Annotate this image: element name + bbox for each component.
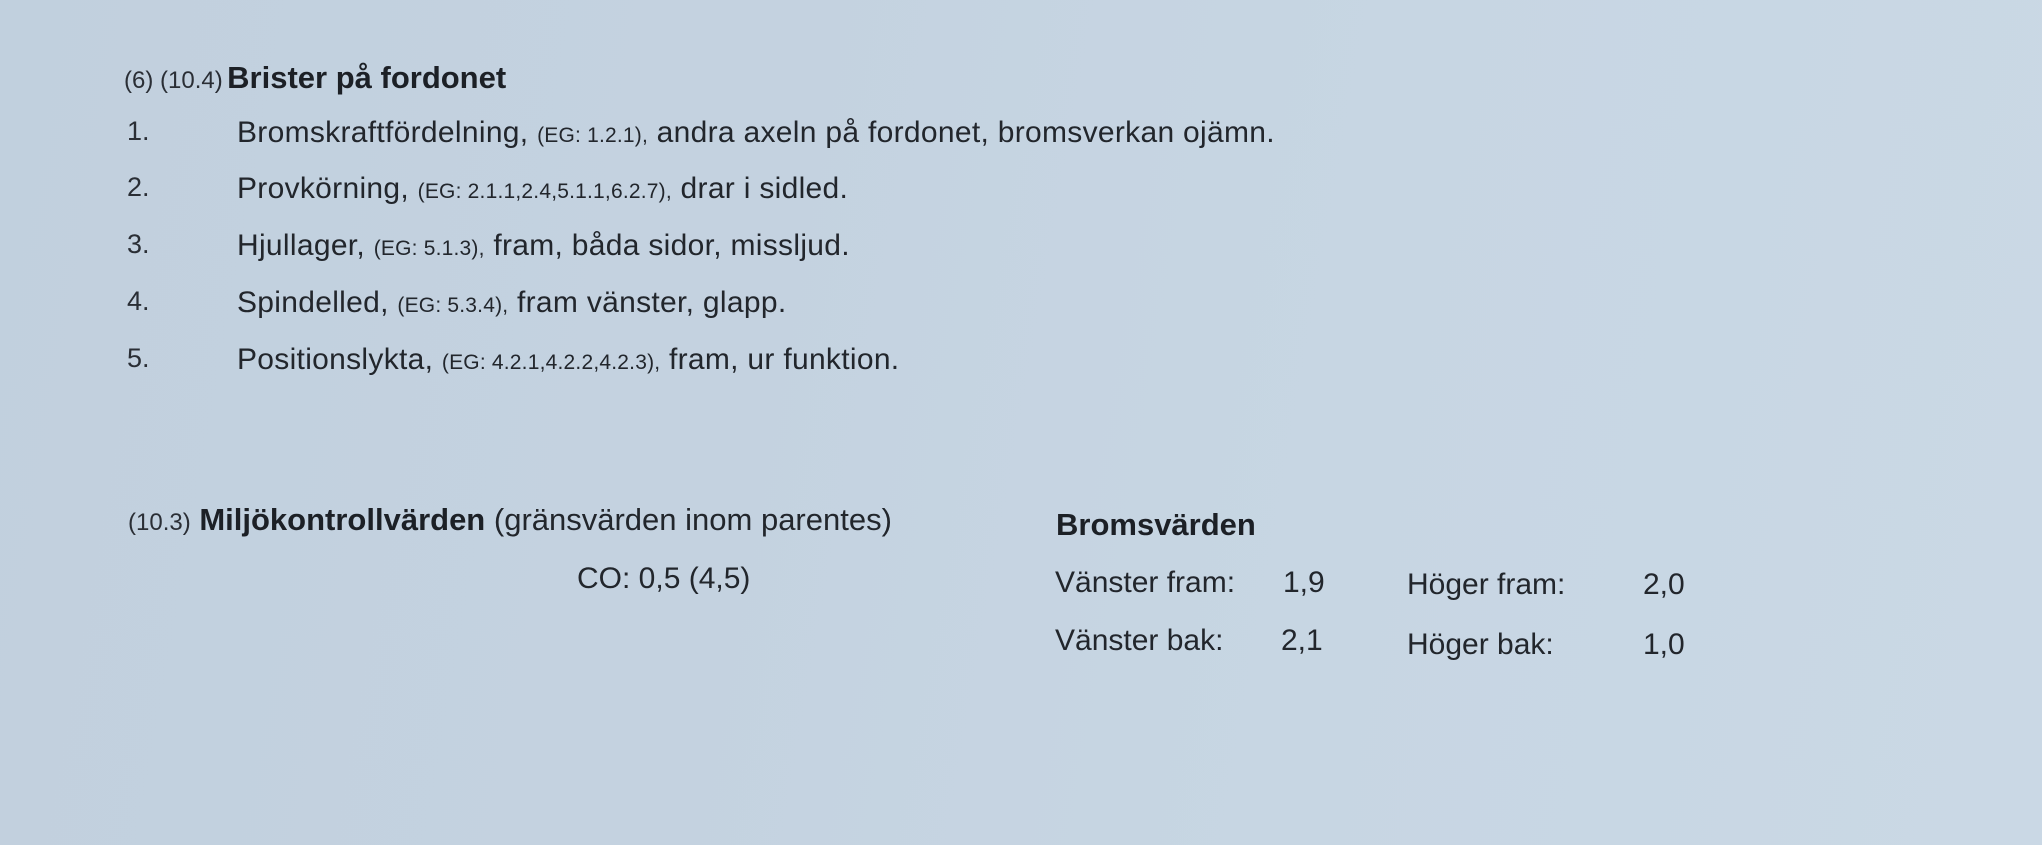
item-code: (EG: 2.1.1,2.4,5.1.1,6.2.7), xyxy=(417,180,672,203)
item-code: (EG: 4.2.1,4.2.2,4.2.3), xyxy=(441,351,661,374)
environment-title: Miljökontrollvärden xyxy=(199,502,486,537)
item-name: Hjullager, xyxy=(237,229,366,262)
brake-value-left-rear: 2,1 xyxy=(1281,624,1323,657)
item-code: (EG: 5.3.4), xyxy=(397,294,509,317)
item-name: Spindelled, xyxy=(237,286,389,319)
item-detail: fram, båda sidor, missljud. xyxy=(493,229,850,262)
brake-label-left-rear: Vänster bak: xyxy=(1055,624,1224,657)
item-code: (EG: 5.1.3), xyxy=(373,237,485,260)
item-number: 3. xyxy=(127,229,150,259)
brake-label-right-front: Höger fram: xyxy=(1407,568,1566,601)
item-number: 1. xyxy=(127,116,150,146)
item-text xyxy=(237,116,1275,150)
item-name: Positionslykta, xyxy=(237,343,434,376)
item-number: 5. xyxy=(127,343,150,373)
item-name: Bromskraftfördelning, xyxy=(237,116,529,149)
item-text xyxy=(237,343,899,377)
item-name: Provkörning, xyxy=(237,172,410,205)
item-detail: fram, ur funktion. xyxy=(668,343,900,376)
defects-ref: (6) (10.4) xyxy=(124,67,223,94)
item-text xyxy=(237,172,848,206)
item-text xyxy=(237,229,850,263)
environment-heading xyxy=(128,502,892,538)
defects-heading xyxy=(124,60,506,96)
environment-ref: (10.3) xyxy=(128,509,191,536)
defects-title: Brister på fordonet xyxy=(227,60,507,95)
item-detail: drar i sidled. xyxy=(680,172,849,205)
brake-value-right-front: 2,0 xyxy=(1643,568,1685,601)
brake-value-left-front: 1,9 xyxy=(1283,566,1325,599)
brake-values-title: Bromsvärden xyxy=(1056,507,1256,542)
brake-label-left-front: Vänster fram: xyxy=(1055,566,1236,599)
environment-subtitle: (gränsvärden inom parentes) xyxy=(493,502,892,537)
item-number: 4. xyxy=(127,286,150,316)
item-detail: fram vänster, glapp. xyxy=(516,286,787,319)
brake-value-right-rear: 1,0 xyxy=(1643,628,1685,661)
item-text xyxy=(237,286,786,320)
item-number: 2. xyxy=(127,172,150,202)
item-detail: andra axeln på fordonet, bromsverkan ojämn. xyxy=(656,116,1275,149)
co-reading: CO: 0,5 (4,5) xyxy=(577,562,751,595)
brake-label-right-rear: Höger bak: xyxy=(1407,628,1554,661)
item-code: (EG: 1.2.1), xyxy=(537,124,649,147)
